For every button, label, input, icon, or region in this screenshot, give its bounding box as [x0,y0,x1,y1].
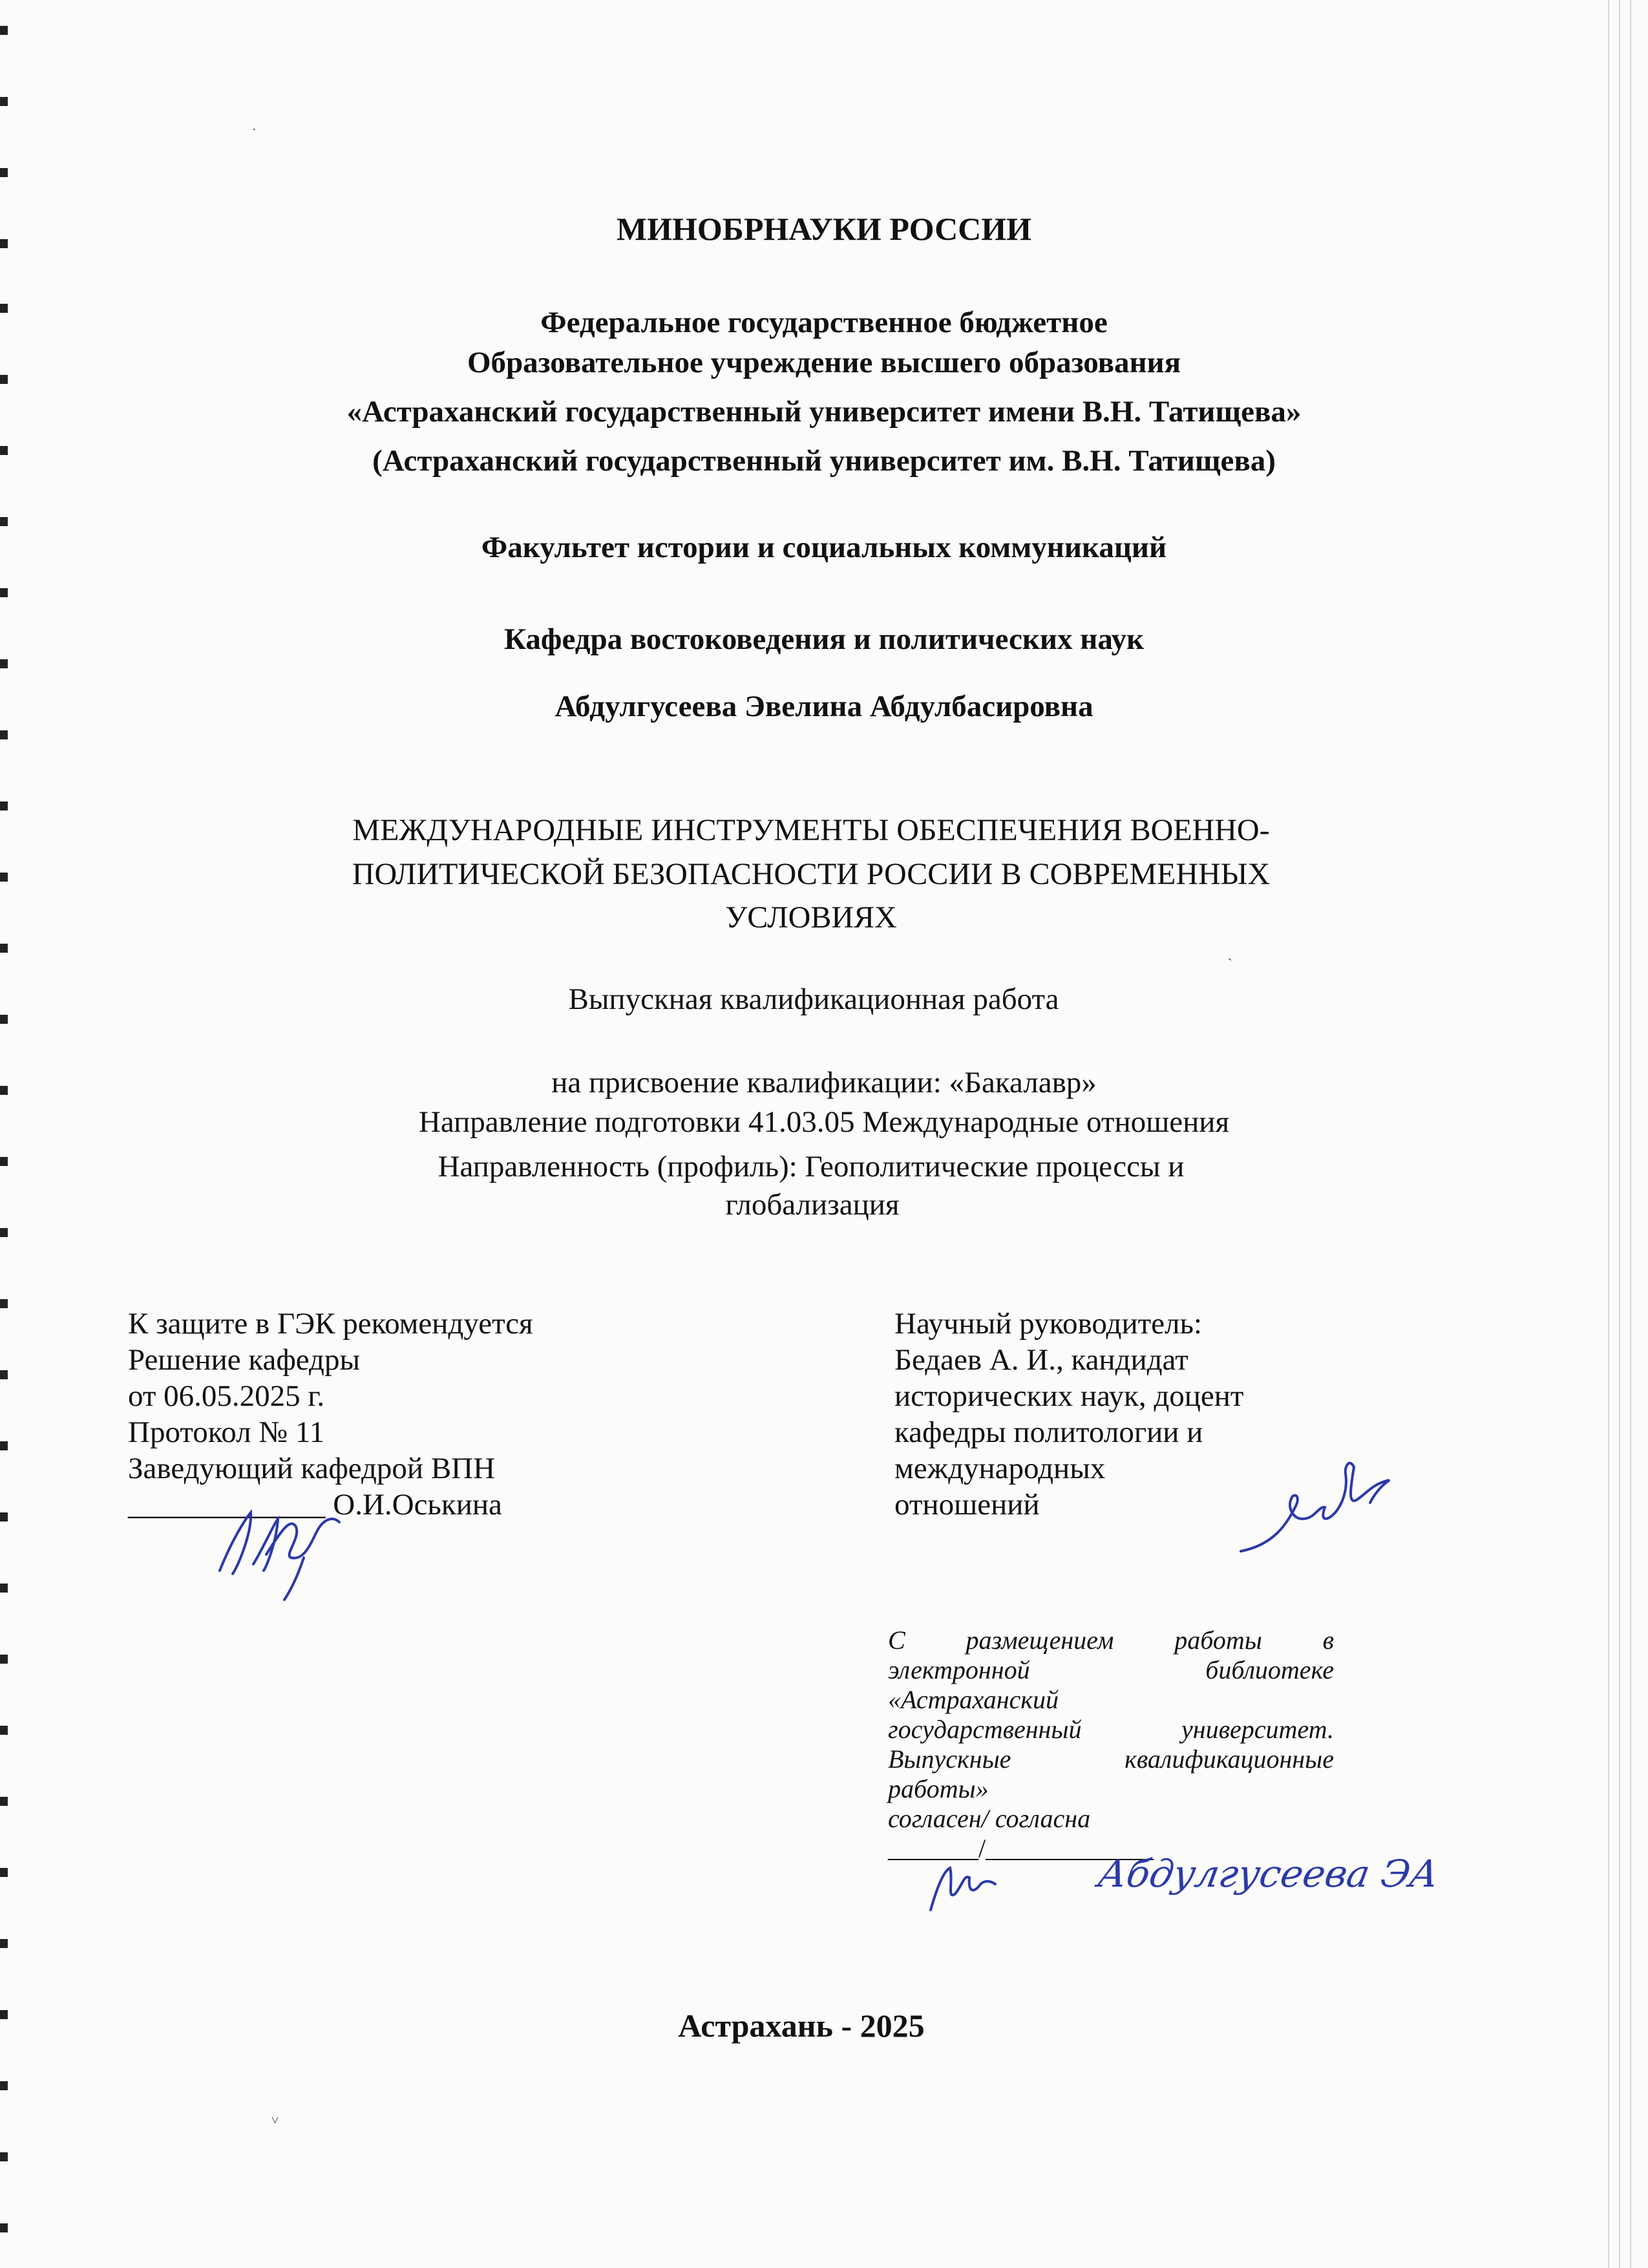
consent-sign-line: _______/_____________ [888,1834,1154,1863]
student-handwritten-name: Абдулгусеева ЭА [1095,1852,1442,1896]
head-name: О.И.Оськина [333,1488,502,1521]
profile-line-2: глобализация [725,1188,900,1222]
scan-speck: · [252,123,257,137]
consent-line-3: «Астраханский [888,1685,1059,1714]
profile-line-1: Направленность (профиль): Геополитические процессы и [438,1150,1185,1183]
supervisor-line-3: исторических наук, доцент [894,1379,1244,1413]
consent-line-7: согласен/ согласна [888,1804,1091,1833]
defense-line-4: Протокол № 11 [128,1415,325,1449]
supervisor-block [894,1306,1243,1523]
head-signature [194,1493,349,1603]
org-line-1: Федеральное государственное бюджетное [540,306,1108,339]
defense-line-5: Заведующий кафедрой ВПН [128,1452,496,1485]
supervisor-line-2: Бедаев А. И., кандидат [894,1343,1188,1377]
thesis-title-line-3: УСЛОВИЯХ [725,900,897,935]
supervisor-line-1: Научный руководитель: [894,1307,1202,1341]
work-type: Выпускная квалификационная работа [568,982,1059,1016]
supervisor-signature [1234,1448,1402,1564]
supervisor-line-4: кафедры политологии и [894,1415,1203,1449]
org-line-4: (Астраханский государственный университет им. В.Н. Татищева) [372,444,1276,478]
ministry-name: МИНОБРНАУКИ РОССИИ [616,211,1032,247]
consent-line-4: государственный университет. [888,1715,1334,1744]
org-line-3: «Астраханский государственный университет имени В.Н. Татищева» [346,395,1302,429]
consent-line-6: работы» [888,1774,989,1803]
defense-line-3: от 06.05.2025 г. [128,1379,325,1413]
signature-blank: _____________ [128,1488,326,1521]
supervisor-line-6: отношений [894,1488,1040,1521]
city-year: Астрахань - 2025 [678,2008,925,2044]
consent-block [888,1626,1334,1863]
consent-line-2: электронной библиотеке [888,1655,1334,1684]
department-name: Кафедра востоковедения и политических наук [503,622,1145,656]
study-direction: Направление подготовки 41.03.05 Международные отношения [418,1105,1230,1139]
scan-speck: ˋ [1228,957,1232,971]
defense-line-2: Решение кафедры [128,1343,361,1377]
consent-line-5: Выпускные квалификационные [888,1744,1334,1774]
author-name: Абдулгусеева Эвелина Абдулбасировна [555,690,1093,723]
defense-block [128,1306,533,1523]
student-signature [918,1849,1015,1920]
supervisor-line-5: международных [894,1452,1106,1485]
scan-speck: ˅ [271,2114,279,2128]
qualification: на присвоение квалификации: «Бакалавр» [551,1066,1097,1099]
consent-line-1: С размещением работы в [888,1626,1334,1655]
org-line-2: Образовательное учреждение высшего образования [467,346,1181,379]
thesis-title-line-2: ПОЛИТИЧЕСКОЙ БЕЗОПАСНОСТИ РОССИИ В СОВРЕМЕННЫХ [352,857,1271,891]
thesis-title-line-1: МЕЖДУНАРОДНЫЕ ИНСТРУМЕНТЫ ОБЕСПЕЧЕНИЯ ВОЕННО- [352,813,1270,847]
defense-line-1: К защите в ГЭК рекомендуется [128,1307,533,1341]
faculty-name: Факультет истории и социальных коммуникаций [481,531,1167,564]
